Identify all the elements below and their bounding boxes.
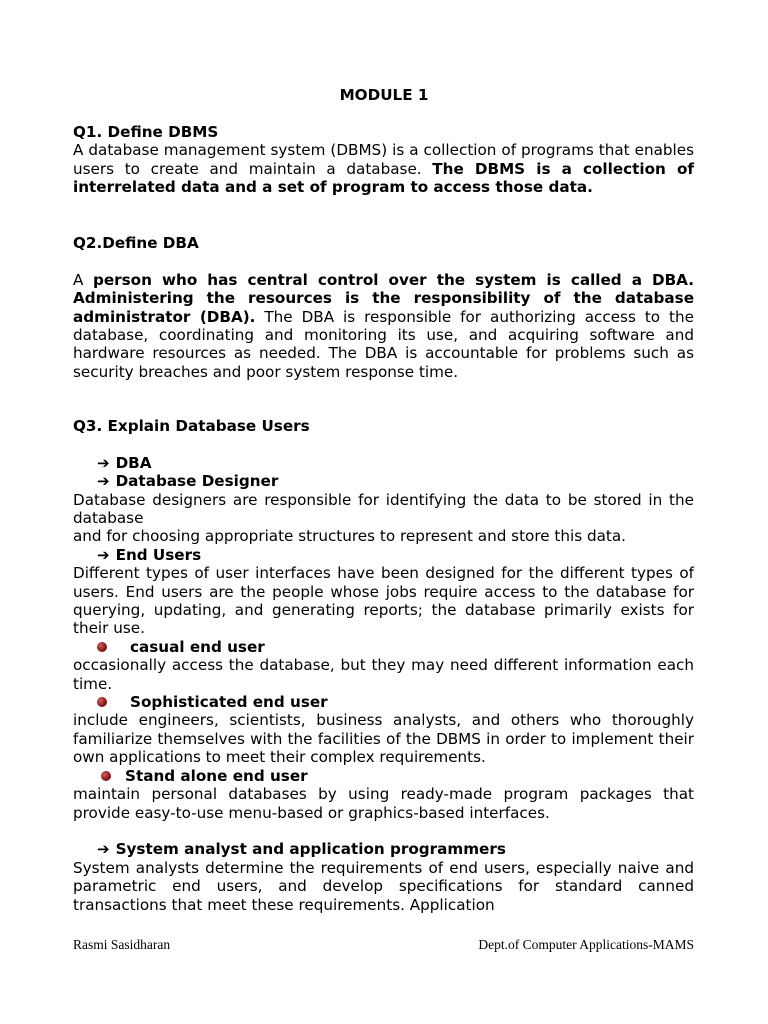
footer-author: Rasmi Sasidharan [73,937,171,952]
dba-item [73,454,694,472]
dba-label: DBA [115,453,152,472]
standalone-item [73,767,694,785]
q1-text-bold: The DBMS is a collection of interrelated data and a set of program to access those data. [73,159,695,197]
standalone-text: maintain personal databases by using ready-made program packages that provide easy-to-use menu-based or graphics-based interfaces. [73,785,694,822]
designer-item [73,472,694,490]
casual-item [73,638,694,656]
q2-section [73,234,694,381]
analyst-text: System analysts determine the requirements of end users, especially naive and parametric end users, and develop specifications for standard canned transactions that meet these requirements. Application [73,858,694,914]
bullet-dot-icon [101,771,111,781]
page-title: MODULE 1 [339,86,429,104]
designer-text-1: Database designers are responsible for identifying the data to be stored in the database [73,490,694,528]
arrow-right-icon: ➔ [97,453,110,472]
designer-text-2: and for choosing appropriate structures to represent and store this data. [73,527,626,546]
end-users-label: End Users [115,545,202,564]
q1-text-normal: A database management system (DBMS) is a collection of programs that enables users to create and maintain a database. [73,141,694,178]
analyst-label: System analyst and application programmers [115,840,506,859]
q2-heading: Q2.Define DBA [73,234,199,252]
q2-bold: person who has central control over the system is called a DBA. Administering the resources is the responsibility of the database administrator (DBA). [73,270,694,326]
arrow-right-icon: ➔ [97,545,110,564]
sophisticated-label: Sophisticated end user [130,693,328,712]
casual-text: occasionally access the database, but they may need different information each time. [73,656,694,693]
q2-paragraph [73,271,694,381]
bullet-dot-icon [97,642,107,652]
end-users-text: Different types of user interfaces have been designed for the different types of users. End users are the people whose jobs require access to the database for querying, updating, and generating reports; the database primarily exists for their use. [73,564,694,638]
q3-section [73,417,694,914]
sophisticated-text: include engineers, scientists, business analysts, and others who thoroughly familiarize themselves with the facilities of the DBMS in order to implement their own applications to meet their complex requirements. [73,711,694,767]
bullet-dot-icon [97,697,107,707]
standalone-label: Stand alone end user [125,766,308,785]
q2-lead: A [73,270,93,289]
sophisticated-item [73,693,694,711]
analyst-item [73,840,694,858]
q1-paragraph [73,141,694,196]
casual-label: casual end user [130,637,265,656]
q3-heading: Q3. Explain Database Users [73,417,310,435]
q1-heading: Q1. Define DBMS [73,123,219,141]
end-users-item [73,546,694,564]
q2-rest: The DBA is responsible for authorizing access to the database, coordinating and monitoring its use, and acquiring software and hardware resources as needed. The DBA is accountable for problems such as security breaches and poor system response time. [73,307,694,381]
designer-label: Database Designer [115,472,279,491]
arrow-right-icon: ➔ [97,472,110,491]
footer-department: Dept.of Computer Applications-MAMS [478,937,694,952]
arrow-right-icon: ➔ [97,840,110,859]
q1-section [73,123,694,197]
